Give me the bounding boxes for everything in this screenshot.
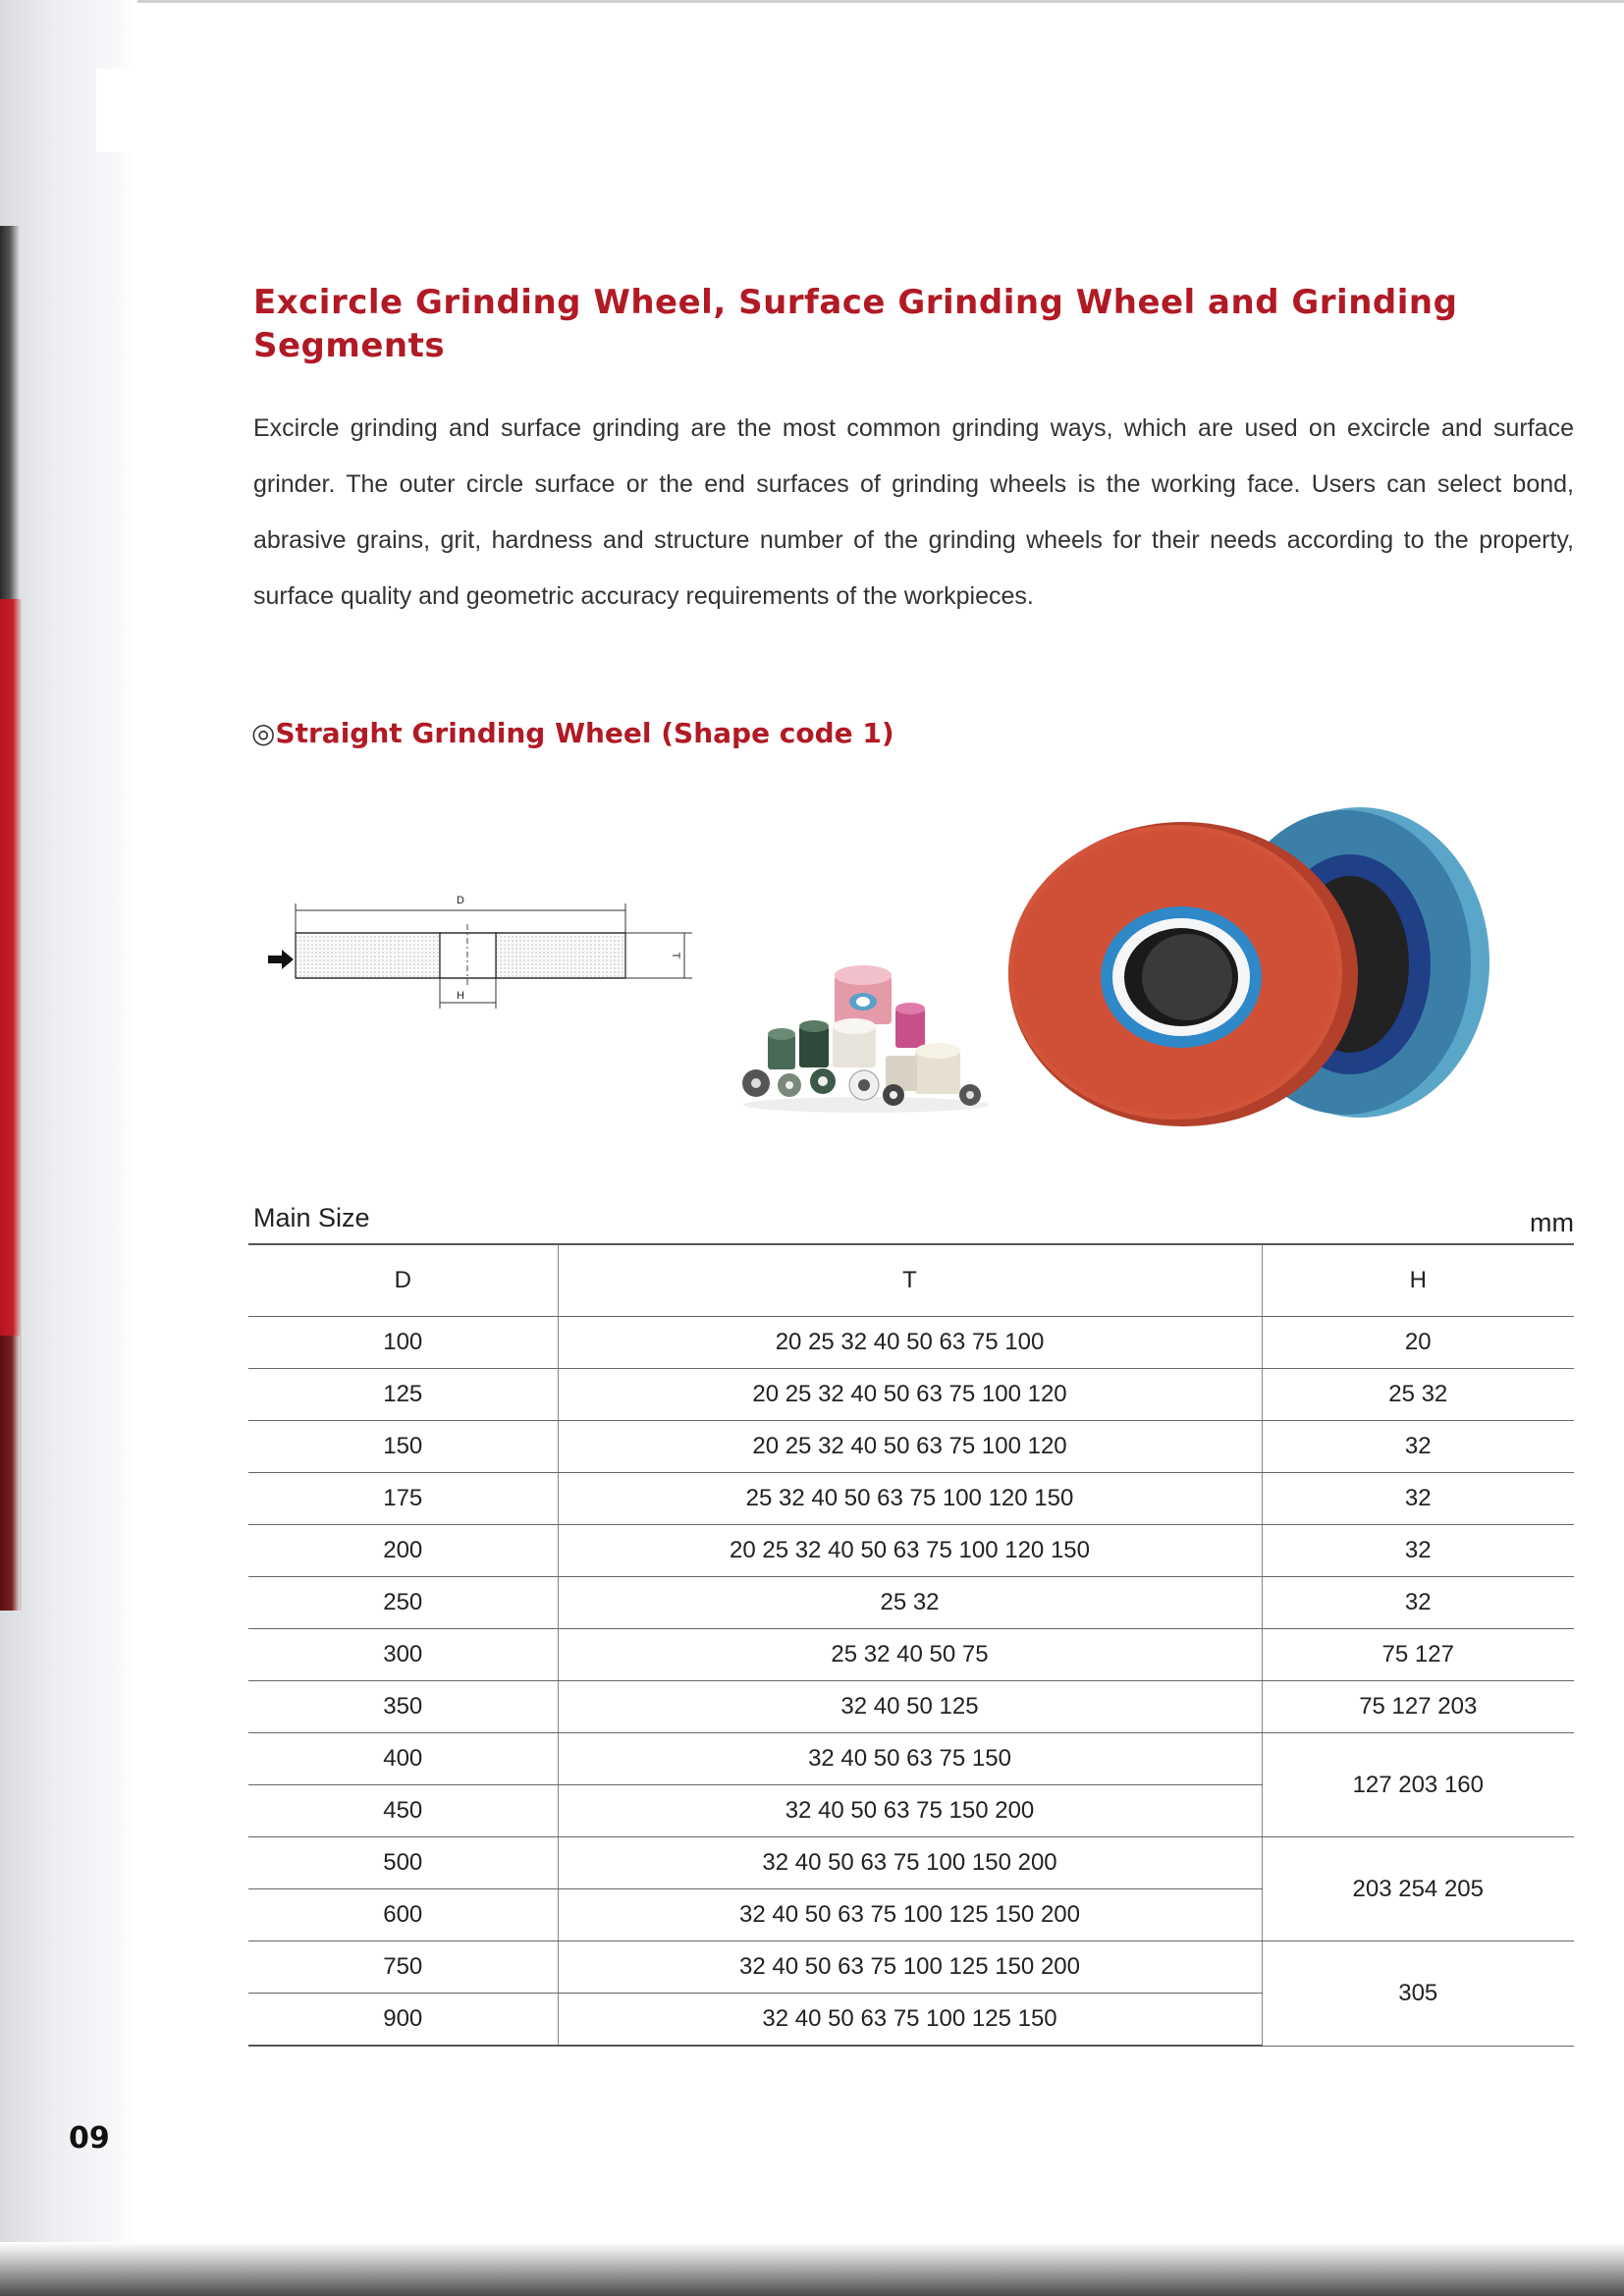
cell-t: 25 32 40 50 75: [558, 1629, 1262, 1681]
cell-d: 900: [248, 1994, 558, 2047]
header-h: H: [1262, 1244, 1574, 1317]
cell-d: 150: [248, 1421, 558, 1473]
cell-h: 32: [1262, 1525, 1574, 1577]
table-row: [248, 1681, 1574, 1733]
cell-t: 20 25 32 40 50 63 75 100 120 150: [558, 1525, 1262, 1577]
cell-d: 450: [248, 1785, 558, 1837]
table-row: [248, 1421, 1574, 1473]
page-title: Excircle Grinding Wheel, Surface Grinding Wheel and Grinding Segments: [253, 283, 1458, 365]
cell-t: 32 40 50 63 75 100 125 150 200: [558, 1889, 1262, 1941]
cell-t: 32 40 50 63 75 100 150 200: [558, 1837, 1262, 1889]
table-row: [248, 1941, 1574, 1994]
cell-d: 200: [248, 1525, 558, 1577]
cell-t: 32 40 50 63 75 100 125 150: [558, 1994, 1262, 2047]
cell-h: 32: [1262, 1577, 1574, 1629]
cell-d: 600: [248, 1889, 558, 1941]
feed-arrow-icon: [268, 950, 294, 969]
cell-t: 32 40 50 63 75 150: [558, 1733, 1262, 1785]
main-size-table: [248, 1243, 1574, 2047]
cell-h: 75 127: [1262, 1629, 1574, 1681]
table-header-row: [248, 1244, 1574, 1317]
large-wheels-photo: [1006, 805, 1497, 1129]
page-number: 09: [69, 2121, 110, 2156]
cell-t: 25 32 40 50 63 75 100 120 150: [558, 1473, 1262, 1525]
cell-h: 203 254 205: [1262, 1837, 1574, 1941]
cell-h: 127 203 160: [1262, 1733, 1574, 1837]
binding-edge-dark-strip: [0, 226, 20, 599]
cell-h: 75 127 203: [1262, 1681, 1574, 1733]
binding-edge-dark-red-strip: [0, 1336, 20, 1611]
cell-d: 400: [248, 1733, 558, 1785]
page-bottom-edge: [0, 2242, 1624, 2296]
cell-t: 32 40 50 125: [558, 1681, 1262, 1733]
section-title: Straight Grinding Wheel (Shape code 1): [275, 717, 894, 749]
cell-t: 32 40 50 63 75 100 125 150 200: [558, 1941, 1262, 1994]
table-row: [248, 1525, 1574, 1577]
cell-h: 32: [1262, 1421, 1574, 1473]
cell-t: 20 25 32 40 50 63 75 100: [558, 1317, 1262, 1369]
cell-d: 750: [248, 1941, 558, 1994]
binding-tab: [96, 69, 147, 152]
cell-h: 20: [1262, 1317, 1574, 1369]
table-caption: Main Size: [253, 1203, 370, 1232]
table-row: [248, 1837, 1574, 1889]
header-t: T: [558, 1244, 1262, 1317]
cell-d: 350: [248, 1681, 558, 1733]
cell-t: 20 25 32 40 50 63 75 100 120: [558, 1421, 1262, 1473]
cell-d: 300: [248, 1629, 558, 1681]
cell-d: 175: [248, 1473, 558, 1525]
dimension-t-label: T: [670, 952, 681, 959]
wheel-cross-section-diagram: [260, 889, 702, 1036]
cell-t: 32 40 50 63 75 150 200: [558, 1785, 1262, 1837]
intro-paragraph: Excircle grinding and surface grinding are the most common grinding ways, which are used on excircle and surface grinder. The outer circle surface or the end surfaces of grinding wheels is the working face. Users can select bond, abrasive grains, grit, hardness and structure number of the grinding wheels for their needs according to the property, surface quality and geometric accuracy requirements of the workpieces.: [253, 414, 1574, 610]
cell-h: 305: [1262, 1941, 1574, 2047]
cell-h: 32: [1262, 1473, 1574, 1525]
cell-d: 100: [248, 1317, 558, 1369]
table-row: [248, 1629, 1574, 1681]
cell-h: 25 32: [1262, 1369, 1574, 1421]
table-row: [248, 1369, 1574, 1421]
page-top-edge: [0, 0, 1624, 3]
table-row: [248, 1733, 1574, 1785]
table-row: [248, 1473, 1574, 1525]
table-unit: mm: [1530, 1208, 1574, 1237]
cell-d: 250: [248, 1577, 558, 1629]
cell-t: 20 25 32 40 50 63 75 100 120: [558, 1369, 1262, 1421]
cell-d: 500: [248, 1837, 558, 1889]
section-mark-icon: ◎: [251, 717, 276, 749]
table-row: [248, 1317, 1574, 1369]
table-row: [248, 1577, 1574, 1629]
dimension-d-label: D: [457, 895, 464, 906]
dimension-h-label: H: [457, 990, 464, 1002]
cell-d: 125: [248, 1369, 558, 1421]
cell-t: 25 32: [558, 1577, 1262, 1629]
header-d: D: [248, 1244, 558, 1317]
section-heading: [251, 717, 894, 749]
small-wheels-photo: [738, 957, 994, 1115]
